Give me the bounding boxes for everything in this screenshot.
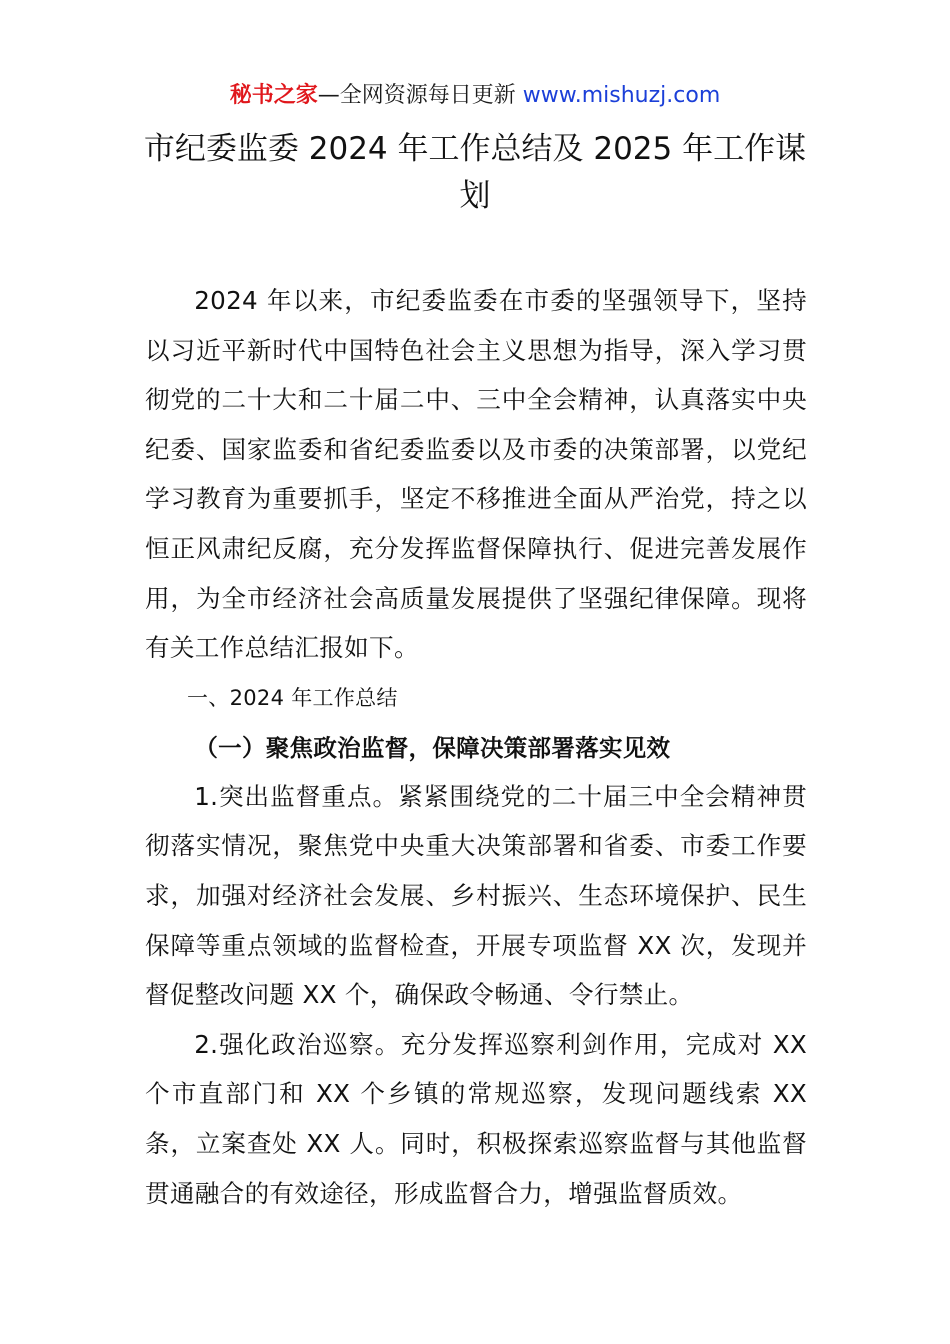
section-heading: 一、2024 年工作总结 [187, 685, 398, 710]
subsection-heading: （一）聚焦政治监督，保障决策部署落实见效 [194, 733, 671, 762]
site-header [0, 80, 950, 112]
body-paragraph: 1.突出监督重点。紧紧围绕党的二十届三中全会精神贯彻落实情况，聚焦党中央重大决策部署和省委、市委工作要求，加强对经济社会发展、乡村振兴、生态环境保护、民生保障等重点领域的监督检查，开展专项监督 XX 次，发现并督促整改问题 XX 个，确保政令畅通、令行禁止。 [145, 781, 807, 1010]
document-title: 市纪委监委 2024 年工作总结及 2025 年工作谋划 [143, 131, 807, 214]
site-brand: 秘书之家 [229, 83, 318, 108]
site-tagline: —全网资源每日更新 [317, 83, 516, 108]
document-body [145, 276, 807, 1218]
body-paragraph: 2.强化政治巡察。充分发挥巡察利剑作用，完成对 XX 个市直部门和 XX 个乡镇的常规巡察，发现问题线索 XX 条，立案查处 XX 人。同时，积极探索巡察监督与其他监督贯通融合的有效途径，形成监督合力，增强监督质效。 [145, 1029, 807, 1208]
intro-paragraph: 2024 年以来，市纪委监委在市委的坚强领导下，坚持以习近平新时代中国特色社会主义思想为指导，深入学习贯彻党的二十大和二十届二中、三中全会精神，认真落实中央纪委、国家监委和省纪委监委以及市委的决策部署，以党纪学习教育为重要抓手，坚定不移推进全面从严治党，持之以恒正风肃纪反腐，充分发挥监督保障执行、促进完善发展作用，为全市经济社会高质量发展提供了坚强纪律保障。现将有关工作总结汇报如下。 [145, 286, 807, 663]
site-url-link[interactable]: www.mishuzj.com [522, 83, 721, 108]
